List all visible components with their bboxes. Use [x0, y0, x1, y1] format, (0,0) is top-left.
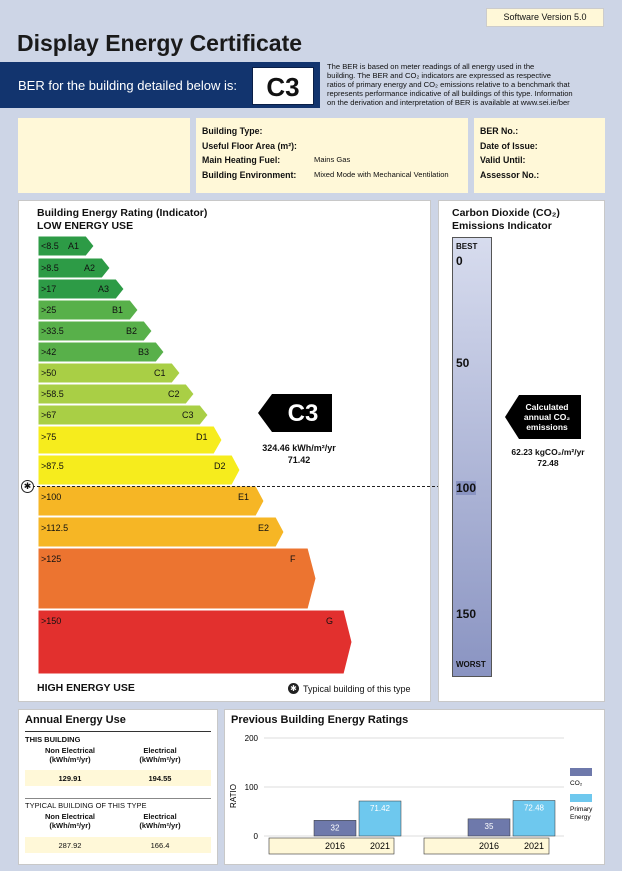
this-electrical: 194.55 — [148, 774, 172, 783]
ber-label: BER for the building detailed below is: — [18, 78, 237, 93]
ytick-100: 100 — [244, 783, 258, 792]
co2-worst-label: WORST — [456, 660, 486, 669]
co2-marker-text: Calculated annual CO₂ emissions — [523, 402, 571, 432]
band-range-a3: >17 — [41, 284, 57, 294]
bar-label-0-1: 71.42 — [369, 804, 391, 814]
band-grade-c2: C2 — [168, 389, 180, 399]
co2-tick-150: 150 — [456, 607, 477, 621]
year-label-1-1: 2021 — [523, 841, 545, 851]
band-grade-g: G — [326, 616, 334, 626]
rating-band-d2 — [38, 455, 242, 485]
col-electrical: Electrical (kWh/m²/yr) — [139, 746, 181, 764]
band-range-e2: >112.5 — [41, 523, 69, 533]
rating-title: Building Energy Rating (Indicator) — [37, 207, 208, 219]
rating-band-e1 — [38, 486, 266, 516]
band-range-g: >150 — [41, 616, 62, 626]
typ-electrical: 166.4 — [150, 841, 170, 850]
band-range-c3: >67 — [41, 410, 57, 420]
typ-col-non-electrical: Non Electrical (kWh/m²/yr) — [44, 812, 96, 830]
low-energy-label: LOW ENERGY USE — [37, 220, 134, 232]
band-range-c1: >50 — [41, 368, 57, 378]
co2-best-label: BEST — [456, 242, 478, 251]
co2-ratio: 72.48 — [537, 458, 559, 468]
rating-band-e2 — [38, 517, 286, 547]
intro-text: The BER is based on meter readings of all energy used in the building. The BER and CO₂ indicators are expressed as respective ratios of primary energy and CO₂ emissions relative to a benchmark that represents performance indicative of all buildings of this type. Information on the derivation and interpretation of BER is available at www.sei.ie/ber — [327, 62, 573, 107]
certificate-details: BER No.: Date of Issue: Valid Until: Assessor No.: — [474, 118, 605, 193]
col-non-electrical: Non Electrical (kWh/m²/yr) — [44, 746, 96, 764]
chart-title: Previous Building Energy Ratings — [231, 714, 409, 726]
band-range-b2: >33.5 — [41, 326, 64, 336]
annual-title: Annual Energy Use — [25, 714, 126, 726]
year-label-0-1: 2021 — [369, 841, 391, 851]
high-energy-label: HIGH ENERGY USE — [37, 682, 135, 694]
band-range-f: >125 — [41, 554, 62, 564]
band-grade-b3: B3 — [138, 347, 150, 357]
co2-value: 62.23 kgCO₂/m²/yr — [511, 447, 585, 457]
band-grade-d1: D1 — [196, 432, 208, 442]
bar-label-1-0: 35 — [484, 821, 494, 831]
rating-ratio: 71.42 — [287, 455, 311, 465]
co2-tick-0: 0 — [456, 254, 463, 268]
bar-label-0-0: 32 — [330, 823, 340, 833]
co2-title: Carbon Dioxide (CO₂) — [452, 207, 560, 219]
annual-divider — [25, 731, 211, 732]
band-grade-b1: B1 — [112, 305, 124, 315]
rating-band-f — [38, 548, 318, 609]
software-version: Software Version 5.0 — [486, 8, 604, 27]
band-range-d2: >87.5 — [41, 461, 64, 471]
previous-ratings-chart — [224, 728, 605, 863]
band-grade-a3: A3 — [98, 284, 110, 294]
rating-marker-grade: C3 — [287, 400, 319, 427]
legend-primary: Primary — [570, 806, 593, 813]
building-details: Building Type: Useful Floor Area (m²): Main Heating Fuel: Mains Gas Building Environment: Mixed Mode with Mechanical Ventilation — [196, 118, 468, 193]
year-label-1-0: 2016 — [478, 841, 500, 851]
bar-label-1-1: 72.48 — [523, 803, 545, 813]
band-range-b1: >25 — [41, 305, 57, 315]
band-range-d1: >75 — [41, 432, 57, 442]
co2-tick-100: 100 — [456, 481, 477, 495]
typical-star-icon-left: ✱ — [21, 480, 34, 493]
rating-value: 324.46 kWh/m²/yr — [262, 443, 336, 453]
co2-tick-50: 50 — [456, 356, 470, 370]
band-grade-a1: A1 — [68, 241, 80, 251]
typical-divider — [25, 798, 211, 799]
typical-legend: Typical building of this type — [303, 684, 411, 694]
legend-co2: CO₂ — [570, 780, 583, 787]
ber-rating-box: C3 — [252, 67, 314, 105]
year-label-0-0: 2016 — [324, 841, 346, 851]
band-grade-c1: C1 — [154, 368, 166, 378]
typical-building-label: TYPICAL BUILDING OF THIS TYPE — [25, 801, 147, 810]
band-grade-d2: D2 — [214, 461, 226, 471]
band-grade-e2: E2 — [258, 523, 270, 533]
band-grade-f: F — [290, 554, 296, 564]
band-grade-e1: E1 — [238, 492, 250, 502]
band-grade-c3: C3 — [182, 410, 194, 420]
band-range-e1: >100 — [41, 492, 62, 502]
rating-band-g — [38, 610, 354, 674]
typical-star-icon: ✱ — [288, 683, 299, 694]
band-range-a1: <8.5 — [41, 241, 59, 251]
page-title: Display Energy Certificate — [17, 30, 303, 56]
co2-subtitle: Emissions Indicator — [452, 220, 552, 232]
typ-non-electrical: 287.92 — [58, 841, 82, 850]
y-axis-label: RATIO — [229, 784, 238, 808]
address-box — [18, 118, 190, 193]
band-grade-b2: B2 — [126, 326, 138, 336]
band-range-a2: >8.5 — [41, 263, 59, 273]
this-non-electrical: 129.91 — [58, 774, 82, 783]
band-grade-a2: A2 — [84, 263, 96, 273]
legend-primary-2: Energy — [570, 814, 591, 821]
this-building-label: THIS BUILDING — [25, 735, 81, 744]
legend-swatch-co2 — [570, 768, 592, 776]
band-range-b3: >42 — [41, 347, 57, 357]
band-range-c2: >58.5 — [41, 389, 64, 399]
typ-col-electrical: Electrical (kWh/m²/yr) — [139, 812, 181, 830]
legend-swatch-primary — [570, 794, 592, 802]
ytick-200: 200 — [244, 734, 258, 743]
ytick-0: 0 — [253, 832, 258, 841]
